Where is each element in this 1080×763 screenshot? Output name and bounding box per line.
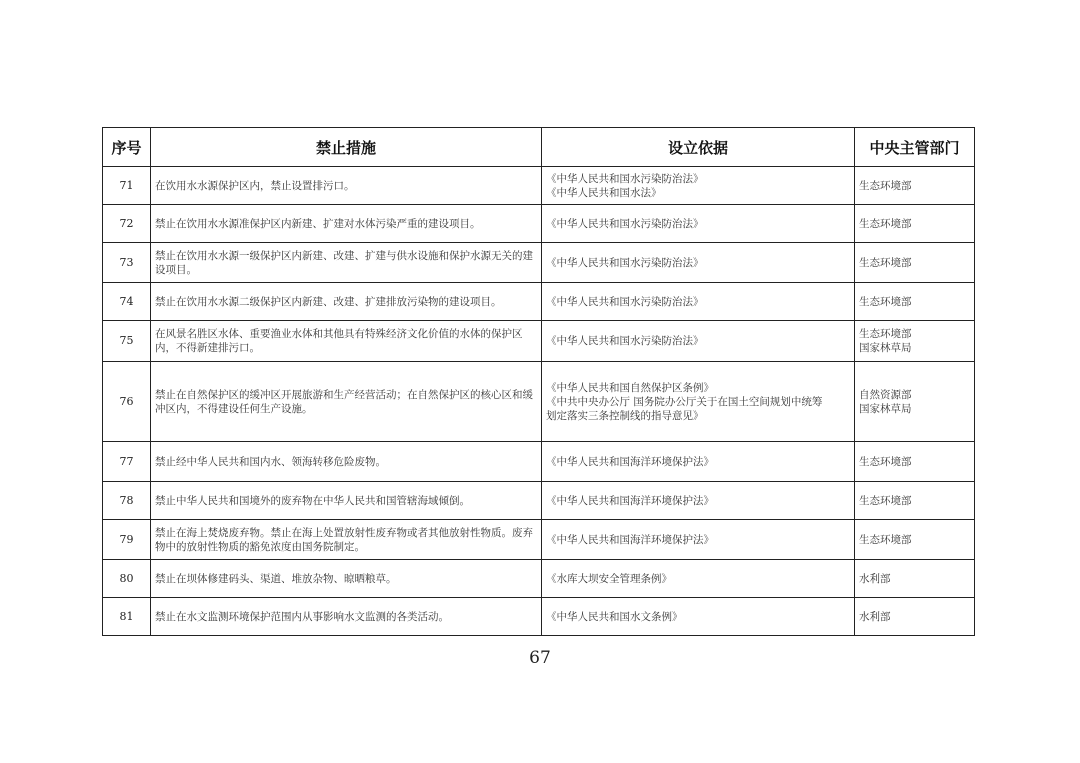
department-name: 自然资源部 xyxy=(859,388,912,401)
department-name: 国家林草局 xyxy=(859,402,912,415)
central-department xyxy=(855,520,975,560)
table-row xyxy=(103,520,975,560)
row-number: 73 xyxy=(103,243,151,283)
row-number: 77 xyxy=(103,442,151,482)
table-body xyxy=(103,167,975,636)
legal-basis-line: 《中华人民共和国水污染防治法》 xyxy=(546,335,704,347)
legal-basis xyxy=(542,205,855,243)
legal-basis-line: 《中华人民共和国海洋环境保护法》 xyxy=(546,533,714,546)
prohibition-measure: 禁止经中华人民共和国内水、领海转移危险废物。 xyxy=(151,442,542,482)
table-row xyxy=(103,442,975,482)
table-row xyxy=(103,362,975,442)
row-number: 79 xyxy=(103,520,151,560)
central-department xyxy=(855,560,975,598)
legal-basis-line: 划定落实三条控制线的指导意见》 xyxy=(546,409,704,422)
legal-basis xyxy=(542,167,855,205)
department-name: 生态环境部 xyxy=(859,256,912,269)
legal-basis-line: 《中共中央办公厅 国务院办公厅关于在国土空间规划中统筹 xyxy=(546,395,823,408)
table-row xyxy=(103,205,975,243)
table-row xyxy=(103,243,975,283)
legal-basis xyxy=(542,283,855,321)
legal-basis xyxy=(542,482,855,520)
legal-basis xyxy=(542,520,855,560)
central-department xyxy=(855,362,975,442)
legal-basis-line: 《中华人民共和国水污染防治法》 xyxy=(546,256,704,269)
table-row xyxy=(103,598,975,636)
row-number: 78 xyxy=(103,482,151,520)
legal-basis-line: 《中华人民共和国水污染防治法》 xyxy=(546,217,704,230)
legal-basis-line: 《水库大坝安全管理条例》 xyxy=(546,572,672,585)
central-department xyxy=(855,482,975,520)
legal-basis-line: 《中华人民共和国水污染防治法》 xyxy=(546,295,704,308)
prohibition-measure: 禁止在自然保护区的缓冲区开展旅游和生产经营活动；在自然保护区的核心区和缓冲区内，不得建设任何生产设施。 xyxy=(151,362,542,442)
table-row xyxy=(103,321,975,362)
row-number: 81 xyxy=(103,598,151,636)
department-name: 水利部 xyxy=(859,572,891,585)
legal-basis-line: 《中华人民共和国海洋环境保护法》 xyxy=(546,494,714,507)
department-name: 生态环境部 xyxy=(859,455,912,468)
header-seq: 序号 xyxy=(103,128,151,167)
central-department xyxy=(855,283,975,321)
central-department xyxy=(855,243,975,283)
legal-basis-line: 《中华人民共和国水文条例》 xyxy=(546,610,683,623)
prohibition-measure: 禁止中华人民共和国境外的废弃物在中华人民共和国管辖海域倾倒。 xyxy=(151,482,542,520)
department-name: 生态环境部 xyxy=(859,533,912,546)
department-name: 水利部 xyxy=(859,610,891,623)
header-dept: 中央主管部门 xyxy=(855,128,975,167)
legal-basis xyxy=(542,598,855,636)
legal-basis-line: 《中华人民共和国水污染防治法》 xyxy=(546,172,704,185)
prohibition-measure: 在饮用水水源保护区内，禁止设置排污口。 xyxy=(151,167,542,205)
table-row xyxy=(103,283,975,321)
central-department xyxy=(855,167,975,205)
department-name: 生态环境部 xyxy=(859,295,912,308)
central-department xyxy=(855,598,975,636)
table-row xyxy=(103,167,975,205)
prohibition-measure: 禁止在坝体修建码头、渠道、堆放杂物、晾晒粮草。 xyxy=(151,560,542,598)
prohibition-measure: 禁止在饮用水水源一级保护区内新建、改建、扩建与供水设施和保护水源无关的建设项目。 xyxy=(151,243,542,283)
legal-basis-line: 《中华人民共和国水法》 xyxy=(546,186,662,199)
row-number: 80 xyxy=(103,560,151,598)
table-header-row xyxy=(103,128,975,167)
row-number: 76 xyxy=(103,362,151,442)
legal-basis xyxy=(542,442,855,482)
department-name: 生态环境部 xyxy=(859,494,912,507)
prohibition-measure: 禁止在水文监测环境保护范围内从事影响水文监测的各类活动。 xyxy=(151,598,542,636)
legal-basis-line: 《中华人民共和国自然保护区条例》 xyxy=(546,381,714,394)
prohibition-measure: 禁止在饮用水水源二级保护区内新建、改建、扩建排放污染物的建设项目。 xyxy=(151,283,542,321)
central-department xyxy=(855,442,975,482)
department-name: 生态环境部 xyxy=(859,328,912,340)
table-row xyxy=(103,560,975,598)
legal-basis-line: 《中华人民共和国海洋环境保护法》 xyxy=(546,455,714,468)
department-name: 生态环境部 xyxy=(859,217,912,230)
row-number: 75 xyxy=(103,321,151,362)
table-row xyxy=(103,482,975,520)
central-department xyxy=(855,205,975,243)
regulation-table-container xyxy=(102,127,974,636)
prohibition-measure: 禁止在饮用水水源准保护区内新建、扩建对水体污染严重的建设项目。 xyxy=(151,205,542,243)
prohibition-measures-table xyxy=(102,127,975,636)
row-number: 74 xyxy=(103,283,151,321)
header-measure: 禁止措施 xyxy=(151,128,542,167)
page-number: 67 xyxy=(529,648,551,668)
legal-basis xyxy=(542,560,855,598)
central-department xyxy=(855,321,975,362)
header-basis: 设立依据 xyxy=(542,128,855,167)
legal-basis xyxy=(542,362,855,442)
department-name: 生态环境部 xyxy=(859,179,912,192)
row-number: 71 xyxy=(103,167,151,205)
legal-basis xyxy=(542,243,855,283)
legal-basis xyxy=(542,321,855,362)
prohibition-measure: 禁止在海上焚烧废弃物。禁止在海上处置放射性废弃物或者其他放射性物质。废弃物中的放射性物质的豁免浓度由国务院制定。 xyxy=(151,520,542,560)
department-name: 国家林草局 xyxy=(859,342,912,354)
row-number: 72 xyxy=(103,205,151,243)
prohibition-measure: 在风景名胜区水体、重要渔业水体和其他具有特殊经济文化价值的水体的保护区内，不得新建排污口。 xyxy=(151,321,542,362)
